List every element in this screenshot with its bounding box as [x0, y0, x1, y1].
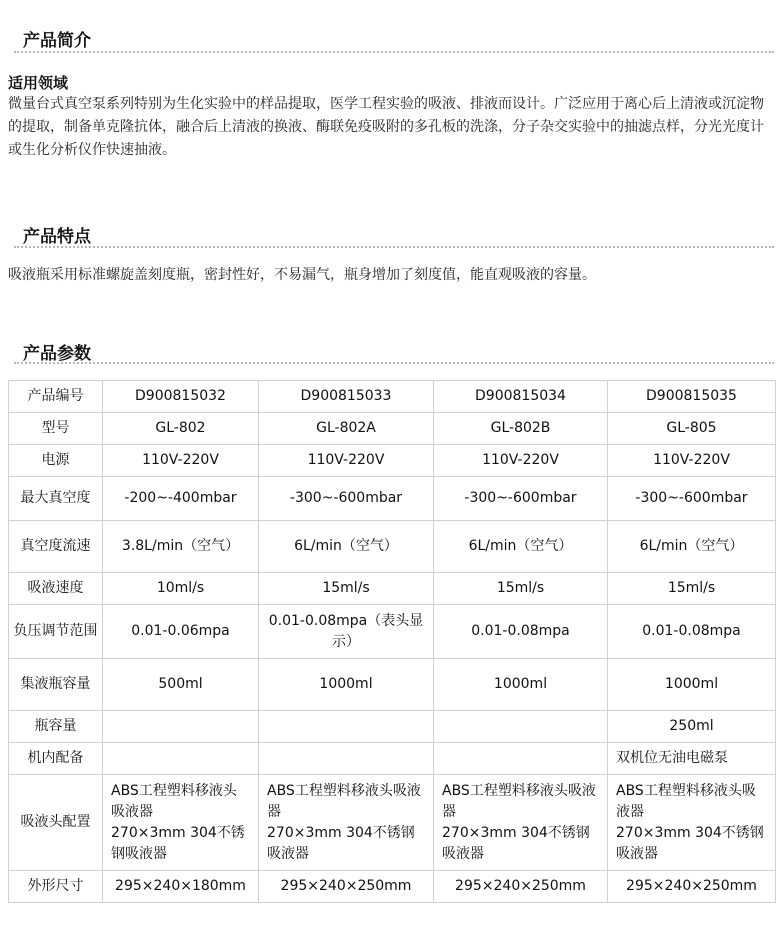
- row-label: 真空度流速: [9, 521, 103, 573]
- table-cell: 15ml/s: [608, 573, 776, 605]
- table-row: [9, 743, 776, 775]
- table-cell: -300~-600mbar: [434, 477, 608, 521]
- table-row: [9, 573, 776, 605]
- table-cell: 110V-220V: [259, 445, 434, 477]
- table-cell: D900815035: [608, 381, 776, 413]
- table-cell: 110V-220V: [434, 445, 608, 477]
- table-cell: GL-802B: [434, 413, 608, 445]
- param-divider: [14, 362, 774, 364]
- table-cell: 1000ml: [259, 659, 434, 711]
- table-cell: 110V-220V: [103, 445, 259, 477]
- table-cell: 295×240×180mm: [103, 871, 259, 903]
- table-cell: 295×240×250mm: [434, 871, 608, 903]
- row-label: 机内配备: [9, 743, 103, 775]
- table-row: [9, 381, 776, 413]
- table-cell: 15ml/s: [434, 573, 608, 605]
- table-cell: -200~-400mbar: [103, 477, 259, 521]
- table-cell: [103, 711, 259, 743]
- intro-title: 产品简介: [23, 31, 91, 51]
- table-cell: 1000ml: [434, 659, 608, 711]
- table-cell: -300~-600mbar: [259, 477, 434, 521]
- feature-divider: [14, 246, 774, 248]
- row-label: 瓶容量: [9, 711, 103, 743]
- table-cell: 110V-220V: [608, 445, 776, 477]
- table-cell: ABS工程塑料移液头吸液器 270×3mm 304不锈钢吸液器: [259, 775, 434, 871]
- row-label: 吸液头配置: [9, 775, 103, 871]
- table-row: [9, 775, 776, 871]
- table-cell: -300~-600mbar: [608, 477, 776, 521]
- param-title: 产品参数: [23, 344, 91, 364]
- table-row: [9, 445, 776, 477]
- table-cell: [259, 743, 434, 775]
- table-cell: 295×240×250mm: [259, 871, 434, 903]
- table-cell: D900815032: [103, 381, 259, 413]
- table-cell: 500ml: [103, 659, 259, 711]
- table-row: [9, 711, 776, 743]
- row-label: 产品编号: [9, 381, 103, 413]
- table-cell: ABS工程塑料移液头吸液器 270×3mm 304不锈钢吸液器: [608, 775, 776, 871]
- table-cell: D900815033: [259, 381, 434, 413]
- table-cell: [103, 743, 259, 775]
- table-cell: 0.01-0.08mpa（表头显示）: [259, 605, 434, 659]
- table-row: [9, 659, 776, 711]
- table-cell: D900815034: [434, 381, 608, 413]
- feature-paragraph: 吸液瓶采用标准螺旋盖刻度瓶，密封性好，不易漏气，瓶身增加了刻度值，能直观吸液的容量。: [8, 267, 596, 283]
- table-cell: GL-802: [103, 413, 259, 445]
- row-label: 集液瓶容量: [9, 659, 103, 711]
- intro-divider: [14, 51, 774, 53]
- table-cell: 3.8L/min（空气）: [103, 521, 259, 573]
- row-label: 电源: [9, 445, 103, 477]
- table-cell: GL-805: [608, 413, 776, 445]
- table-cell: [259, 711, 434, 743]
- table-cell: [434, 743, 608, 775]
- table-cell: 15ml/s: [259, 573, 434, 605]
- table-cell: 6L/min（空气）: [259, 521, 434, 573]
- spec-table-body: [9, 381, 776, 903]
- table-cell: 0.01-0.08mpa: [608, 605, 776, 659]
- table-row: [9, 605, 776, 659]
- table-cell: [434, 711, 608, 743]
- table-cell: ABS工程塑料移液头吸液器 270×3mm 304不锈钢吸液器: [103, 775, 259, 871]
- table-cell: GL-802A: [259, 413, 434, 445]
- feature-title: 产品特点: [23, 227, 91, 247]
- table-cell: 250ml: [608, 711, 776, 743]
- table-cell: 295×240×250mm: [608, 871, 776, 903]
- spec-table: [8, 380, 776, 903]
- table-row: [9, 477, 776, 521]
- table-row: [9, 871, 776, 903]
- row-label: 最大真空度: [9, 477, 103, 521]
- table-cell: 6L/min（空气）: [434, 521, 608, 573]
- table-cell: 6L/min（空气）: [608, 521, 776, 573]
- table-row: [9, 413, 776, 445]
- row-label: 负压调节范围: [9, 605, 103, 659]
- table-cell: 0.01-0.08mpa: [434, 605, 608, 659]
- row-label: 外形尺寸: [9, 871, 103, 903]
- table-cell: 双机位无油电磁泵: [608, 743, 776, 775]
- row-label: 型号: [9, 413, 103, 445]
- table-cell: 0.01-0.06mpa: [103, 605, 259, 659]
- table-row: [9, 521, 776, 573]
- table-cell: 1000ml: [608, 659, 776, 711]
- application-subtitle: 适用领域: [8, 74, 69, 92]
- intro-paragraph: 微量台式真空泵系列特别为生化实验中的样品提取，医学工程实验的吸液、排液而设计。广泛应用于离心后上清液或沉淀物的提取，制备单克隆抗体，融合后上清液的换液、酶联免疫吸附的多孔板的洗涤，分子杂交实验中的抽滤点样，分光光度计或生化分析仪作快速抽液。: [8, 96, 764, 158]
- table-cell: ABS工程塑料移液头吸液器 270×3mm 304不锈钢吸液器: [434, 775, 608, 871]
- row-label: 吸液速度: [9, 573, 103, 605]
- table-cell: 10ml/s: [103, 573, 259, 605]
